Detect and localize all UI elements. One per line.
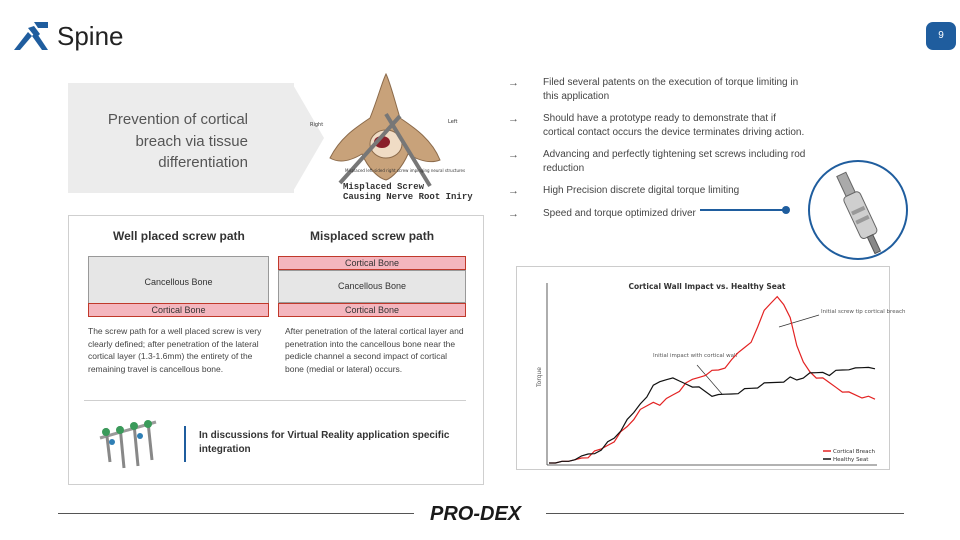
misplaced-cortical-layer-top: Cortical Bone <box>278 256 466 270</box>
callout-text <box>78 109 248 174</box>
page-number-badge: 9 <box>926 22 956 50</box>
well-cancellous-layer: Cancellous Bone <box>88 256 269 304</box>
arrow-icon: → <box>508 208 519 220</box>
arrow-icon: → <box>508 185 519 197</box>
callout-line: Prevention of cortical <box>107 111 248 128</box>
arrow-icon: → <box>508 77 519 89</box>
callout-line: breach via tissue <box>135 132 248 150</box>
right-label: Right <box>310 122 324 128</box>
driver-device-image <box>808 160 908 260</box>
bullet-text: Speed and torque optimized driver <box>543 208 696 219</box>
driver-icon <box>810 162 910 262</box>
arrow-icon: → <box>508 113 519 125</box>
annotation-impact: Initial impact with cortical wall <box>653 353 737 359</box>
annotation-breach: Initial screw tip cortical breach <box>821 309 906 315</box>
spine-caption-line: Misplaced Screw <box>343 182 425 192</box>
spine-caption <box>343 182 473 202</box>
well-placed-heading: Well placed screw path <box>113 229 245 243</box>
left-label: Left <box>448 119 458 125</box>
footer-rule-right <box>546 513 904 514</box>
bullet-item <box>508 184 808 198</box>
legend-label-breach: Cortical Breach <box>833 449 875 455</box>
prodex-logo <box>430 500 534 526</box>
misplaced-description: After penetration of the lateral cortical layer and penetration into the cancellous bone near the pedicle channel a second impact of cortical bone (medial or lateral) occurs. <box>285 326 464 375</box>
prodex-wordmark: PRO-DEX <box>430 503 522 525</box>
series-line-cortical-breach <box>549 297 875 463</box>
x-logo-icon <box>14 22 48 50</box>
misplaced-heading: Misplaced screw path <box>310 229 435 243</box>
series-layer <box>549 297 875 463</box>
bullet-text: Should have a prototype ready to demonstrate that if cortical contact occurs the device terminates driving action. <box>543 113 805 138</box>
screw-assembly-image <box>92 410 172 475</box>
series-line-healthy-seat <box>549 367 875 463</box>
bullet-text: Filed several patents on the execution of torque limiting in this application <box>543 77 799 102</box>
vr-note: In discussions for Virtual Reality application specific integration <box>199 430 450 455</box>
bullet-item <box>508 148 808 176</box>
divider <box>84 400 466 401</box>
arrow-icon: → <box>508 149 519 161</box>
legend-label-healthy: Healthy Seat <box>833 457 869 463</box>
chart-title: Cortical Wall Impact vs. Healthy Seat <box>628 282 786 291</box>
vr-accent-bar <box>184 426 186 462</box>
callout-line: differentiation <box>158 154 248 171</box>
connector-line <box>700 209 786 211</box>
annotation-impact-leader <box>697 365 722 394</box>
spine-caption-line: Causing Nerve Root Iniry <box>343 192 473 202</box>
bullet-list <box>508 76 808 221</box>
bullet-text: High Precision discrete digital torque limiting <box>543 185 740 196</box>
bullet-item <box>508 76 808 104</box>
misplaced-cortical-layer-bottom: Cortical Bone <box>278 303 466 317</box>
bullet-item <box>508 112 808 140</box>
annotation-breach-leader <box>779 315 819 327</box>
misplaced-cancellous-layer: Cancellous Bone <box>278 270 466 303</box>
page-title: Spine <box>57 21 124 51</box>
well-placed-description: The screw path for a well placed screw is very clearly defined; after penetration of the lateral cortical layer (1.3-1.6mm) the entirety of the remaining travel is cancellous bone. <box>88 326 262 375</box>
torque-chart-svg <box>517 267 906 471</box>
well-cortical-layer: Cortical Bone <box>88 303 269 317</box>
torque-chart <box>516 266 906 470</box>
footer-rule-left <box>58 513 414 514</box>
connector-dot <box>782 206 790 214</box>
bullet-text: Advancing and perfectly tightening set screws including rod reduction <box>543 149 806 174</box>
spine-note: Misplaced left-sided right screw impinging neural structures <box>345 168 466 173</box>
y-axis-label: Torque <box>536 367 543 387</box>
